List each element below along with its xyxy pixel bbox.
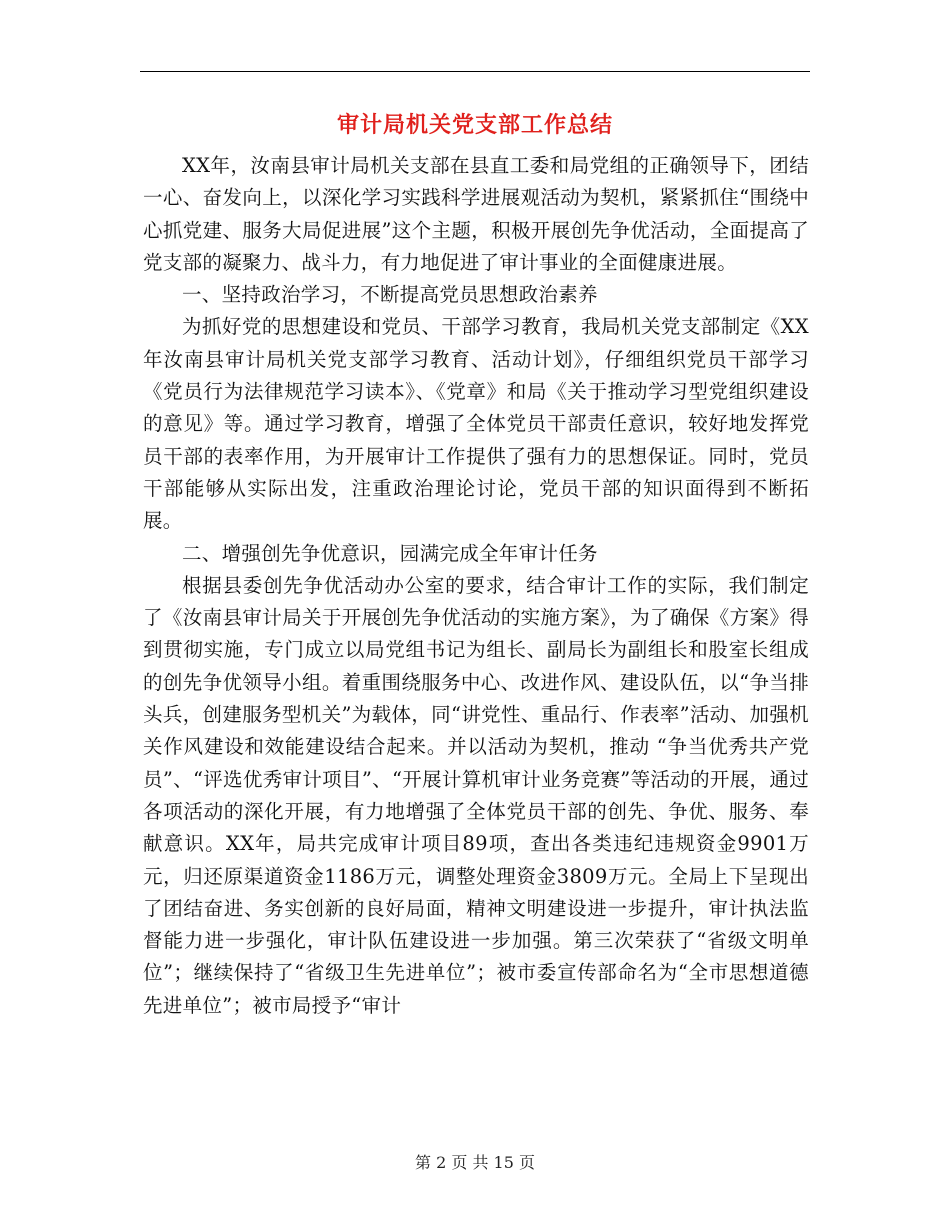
document-body	[143, 150, 809, 1022]
document-title: 审计局机关党支部工作总结	[336, 112, 613, 138]
paragraph-intro: XX年，汝南县审计局机关支部在县直工委和局党组的正确领导下，团结一心、奋发向上，以深化学习实践科学进展观活动为契机，紧紧抓住“围绕中心抓党建、服务大局促进展”这个主题，积极开展创先争优活动，全面提高了党支部的凝聚力、战斗力，有力地促进了审计事业的全面健康进展。	[143, 154, 809, 274]
header-rule	[140, 71, 810, 72]
page-number-footer: 第 2 页 共 15 页	[415, 1153, 535, 1172]
paragraph-political-study: 为抓好党的思想建设和党员、干部学习教育，我局机关党支部制定《XX年汝南县审计局机关党支部学习教育、活动计划》，仔细组织党员干部学习《党员行为法律规范学习读本》、《党章》和局《关于推动学习型党组织建设的意见》等。通过学习教育，增强了全体党员干部责任意识，较好地发挥党员干部的表率作用，为开展审计工作提供了强有力的思想保证。同时，党员干部能够从实际出发，注重政治理论讨论，党员干部的知识面得到不断拓展。	[143, 315, 809, 533]
section-heading-1: 一、坚持政治学习，不断提高党员思想政治素养	[182, 283, 598, 307]
paragraph-excellence-activities: 根据县委创先争优活动办公室的要求，结合审计工作的实际，我们制定了《汝南县审计局关于开展创先争优活动的实施方案》，为了确保《方案》得到贯彻实施，专门成立以局党组书记为组长、副局长为副组长和股室长组成的创先争优领导小组。着重围绕服务中心、改进作风、建设队伍，以“争当排头兵，创建服务型机关”为载体，同“讲党性、重品行、作表率”活动、加强机关作风建设和效能建设结合起来。并以活动为契机，推动 “争当优秀共产党员”、“评选优秀审计项目”、“开展计算机审计业务竞赛”等活动的开展，通过各项活动的深化开展，有力地增强了全体党员干部的创先、争优、服务、奉献意识。XX年，局共完成审计项目89项，查出各类违纪违规资金9901万元，归还原渠道资金1186万元，调整处理资金3809万元。全局上下呈现出了团结奋进、务实创新的良好局面，精神文明建设进一步提升，审计执法监督能力进一步强化，审计队伍建设进一步加强。第三次荣获了“省级文明单位”；继续保持了“省级卫生先进单位”；被市委宣传部命名为“全市思想道德先进单位”；被市局授予“审计	[143, 573, 809, 1017]
section-heading-2: 二、增强创先争优意识，园满完成全年审计任务	[182, 541, 598, 565]
